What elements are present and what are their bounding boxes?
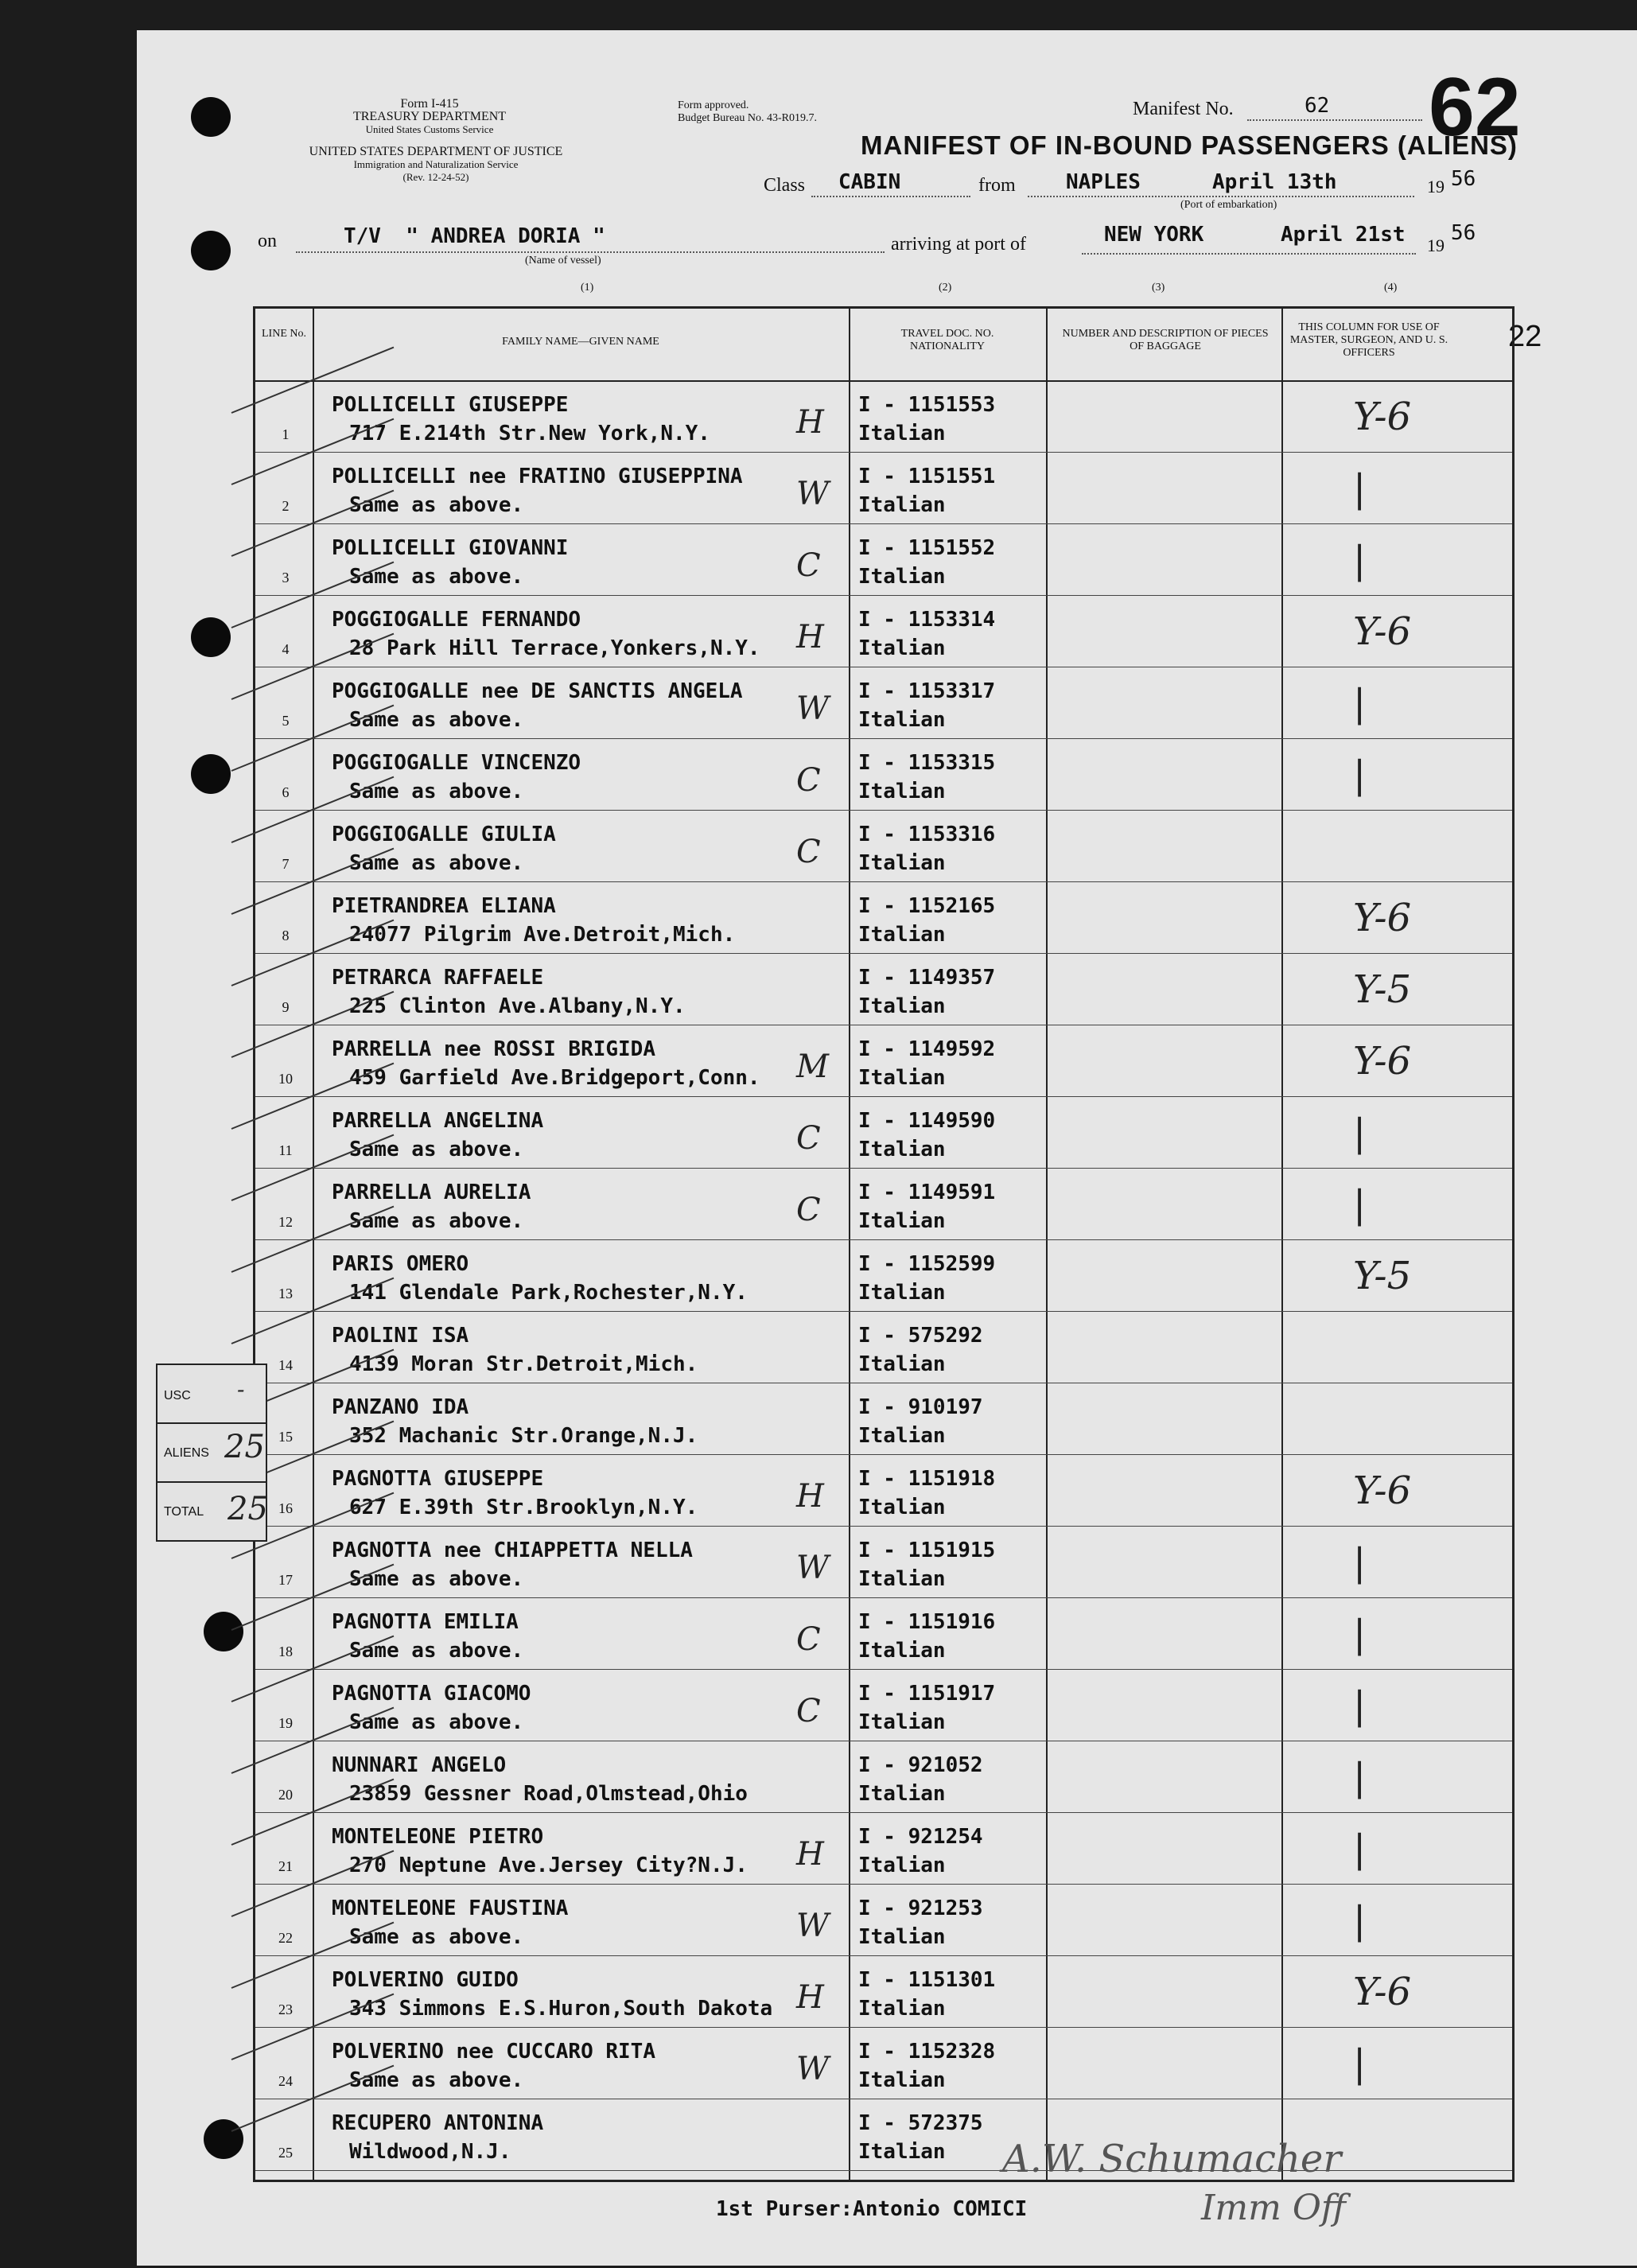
passenger-address: 270 Neptune Ave.Jersey City?N.J. bbox=[349, 1854, 748, 1877]
table-row bbox=[255, 452, 1512, 524]
line-number: 17 bbox=[278, 1572, 293, 1588]
table-row bbox=[255, 738, 1512, 811]
nationality: Italian bbox=[858, 565, 946, 589]
travel-doc-number: I - 1151918 bbox=[858, 1467, 996, 1491]
passenger-address: Same as above. bbox=[349, 1138, 524, 1161]
travel-doc-number: I - 921253 bbox=[858, 1896, 983, 1920]
passenger-address: 717 E.214th Str.New York,N.Y. bbox=[349, 422, 710, 445]
table-row bbox=[255, 595, 1512, 667]
passenger-name: PAGNOTTA GIACOMO bbox=[332, 1682, 531, 1706]
line-number: 11 bbox=[278, 1142, 293, 1158]
tally-aliens-label: ALIENS bbox=[164, 1446, 209, 1460]
table-row bbox=[255, 1955, 1512, 2028]
table-row bbox=[255, 1741, 1512, 1813]
officer-annotation: | bbox=[1353, 681, 1367, 726]
passenger-address: 459 Garfield Ave.Bridgeport,Conn. bbox=[349, 1066, 760, 1090]
ins-label: Immigration and Naturalization Service bbox=[353, 158, 519, 170]
manifest-label: Manifest No. bbox=[1133, 99, 1234, 119]
tally-total-label: TOTAL bbox=[164, 1505, 204, 1519]
passenger-address: 141 Glendale Park,Rochester,N.Y. bbox=[349, 1281, 748, 1305]
relation-mark: C bbox=[796, 1192, 821, 1228]
nationality: Italian bbox=[858, 2140, 946, 2164]
travel-doc-number: I - 572375 bbox=[858, 2111, 983, 2135]
col-number-4: (4) bbox=[1384, 282, 1398, 294]
table-row bbox=[255, 380, 1512, 453]
passenger-name: PAGNOTTA EMILIA bbox=[332, 1610, 519, 1634]
passenger-name: POLLICELLI nee FRATINO GIUSEPPINA bbox=[332, 465, 743, 488]
officer-annotation: Y-6 bbox=[1353, 1039, 1412, 1083]
nationality: Italian bbox=[858, 1209, 946, 1233]
relation-mark: W bbox=[796, 476, 830, 512]
table-row bbox=[255, 1096, 1512, 1169]
table-row bbox=[255, 1239, 1512, 1312]
relation-mark: W bbox=[796, 2051, 830, 2087]
passenger-name: PAGNOTTA nee CHIAPPETTA NELLA bbox=[332, 1539, 693, 1562]
relation-mark: W bbox=[796, 1908, 830, 1944]
nationality: Italian bbox=[858, 1496, 946, 1519]
line-number: 10 bbox=[278, 1071, 293, 1087]
travel-doc-number: I - 1151553 bbox=[858, 393, 996, 417]
passenger-name: MONTELEONE PIETRO bbox=[332, 1825, 544, 1849]
nationality: Italian bbox=[858, 1281, 946, 1305]
nationality: Italian bbox=[858, 1424, 946, 1448]
tally-usc-value: - bbox=[237, 1376, 245, 1402]
relation-mark: H bbox=[796, 1836, 824, 1873]
table-row bbox=[255, 1311, 1512, 1383]
nationality: Italian bbox=[858, 1782, 946, 1806]
year-suffix-2: 56 bbox=[1451, 221, 1476, 245]
nationality: Italian bbox=[858, 2068, 946, 2092]
officer-signature: A.W. Schumacher bbox=[1002, 2137, 1342, 2181]
binder-hole bbox=[191, 754, 231, 794]
revision: (Rev. 12-24-52) bbox=[402, 171, 469, 183]
passenger-name: POGGIOGALLE nee DE SANCTIS ANGELA bbox=[332, 679, 743, 703]
officer-annotation: | bbox=[1353, 1111, 1367, 1155]
relation-mark: C bbox=[796, 547, 821, 584]
line-number: 15 bbox=[278, 1429, 293, 1445]
nationality: Italian bbox=[858, 780, 946, 803]
passenger-name: PIETRANDREA ELIANA bbox=[332, 894, 556, 918]
relation-mark: M bbox=[796, 1048, 829, 1085]
side-number: 22 bbox=[1508, 320, 1542, 353]
officer-annotation: Y-6 bbox=[1353, 1469, 1412, 1513]
travel-doc-number: I - 1149357 bbox=[858, 966, 996, 990]
travel-doc-number: I - 1149592 bbox=[858, 1037, 996, 1061]
treasury-dept: TREASURY DEPARTMENT bbox=[352, 110, 507, 123]
passenger-name: POLVERINO GUIDO bbox=[332, 1968, 519, 1992]
arrival-date: April 21st bbox=[1281, 223, 1406, 247]
officer-annotation: | bbox=[1353, 1182, 1367, 1227]
table-row bbox=[255, 1597, 1512, 1670]
on-label: on bbox=[258, 231, 277, 251]
travel-doc-number: I - 1153315 bbox=[858, 751, 996, 775]
vessel-name: T/V " ANDREA DORIA " bbox=[344, 224, 605, 248]
travel-doc-number: I - 575292 bbox=[858, 1324, 983, 1348]
passenger-address: 343 Simmons E.S.Huron,South Dakota bbox=[349, 1997, 773, 2021]
year-suffix: 56 bbox=[1451, 167, 1476, 191]
passenger-address: 225 Clinton Ave.Albany,N.Y. bbox=[349, 994, 686, 1018]
travel-doc-number: I - 921052 bbox=[858, 1753, 983, 1777]
tally-box bbox=[156, 1364, 267, 1542]
nationality: Italian bbox=[858, 1710, 946, 1734]
line-number: 6 bbox=[282, 784, 290, 800]
nationality: Italian bbox=[858, 1639, 946, 1663]
travel-doc-number: I - 1149590 bbox=[858, 1109, 996, 1133]
nationality: Italian bbox=[858, 708, 946, 732]
binder-hole bbox=[191, 97, 231, 137]
nationality: Italian bbox=[858, 1352, 946, 1376]
nationality: Italian bbox=[858, 636, 946, 660]
passenger-address: Same as above. bbox=[349, 1567, 524, 1591]
travel-doc-number: I - 921254 bbox=[858, 1825, 983, 1849]
officer-annotation: | bbox=[1353, 1898, 1367, 1943]
nationality: Italian bbox=[858, 422, 946, 445]
relation-mark: C bbox=[796, 834, 821, 870]
nationality: Italian bbox=[858, 1854, 946, 1877]
tally-total-value: 25 bbox=[227, 1491, 268, 1527]
passenger-name: POGGIOGALLE FERNANDO bbox=[332, 608, 581, 632]
manifest-title: MANIFEST OF IN-BOUND PASSENGERS (ALIENS) bbox=[861, 130, 1518, 160]
line-number: 5 bbox=[282, 713, 290, 729]
arrival-port: NEW YORK bbox=[1104, 223, 1204, 247]
relation-mark: C bbox=[796, 1120, 821, 1157]
nationality: Italian bbox=[858, 1997, 946, 2021]
officer-annotation: Y-6 bbox=[1353, 609, 1412, 654]
budget-bureau: Budget Bureau No. 43-R019.7. bbox=[678, 112, 817, 124]
passenger-address: Same as above. bbox=[349, 1925, 524, 1949]
passenger-address: Same as above. bbox=[349, 493, 524, 517]
passenger-name: NUNNARI ANGELO bbox=[332, 1753, 507, 1777]
port-embarkation-caption: (Port of embarkation) bbox=[1180, 199, 1277, 211]
passenger-table bbox=[253, 306, 1515, 2182]
header-officers: THIS COLUMN FOR USE OF MASTER, SURGEON, AND U. S. OFFICERS bbox=[1289, 321, 1448, 359]
officer-annotation: | bbox=[1353, 1755, 1367, 1799]
passenger-address: Same as above. bbox=[349, 1639, 524, 1663]
nationality: Italian bbox=[858, 1925, 946, 1949]
header-baggage: NUMBER AND DESCRIPTION OF PIECES OF BAGGAGE bbox=[1062, 328, 1269, 352]
passenger-name: RECUPERO ANTONINA bbox=[332, 2111, 544, 2135]
passenger-address: 23859 Gessner Road,Olmstead,Ohio bbox=[349, 1782, 748, 1806]
nationality: Italian bbox=[858, 493, 946, 517]
table-row bbox=[255, 1025, 1512, 1097]
officer-annotation: Y-6 bbox=[1353, 395, 1412, 439]
line-number: 20 bbox=[278, 1787, 293, 1803]
table-row bbox=[255, 1383, 1512, 1455]
travel-doc-number: I - 910197 bbox=[858, 1395, 983, 1419]
travel-doc-number: I - 1151917 bbox=[858, 1682, 996, 1706]
customs-service: United States Customs Service bbox=[365, 123, 494, 135]
passenger-name: PARRELLA AURELIA bbox=[332, 1181, 531, 1204]
officer-annotation: | bbox=[1353, 1683, 1367, 1728]
nationality: Italian bbox=[858, 851, 946, 875]
nationality: Italian bbox=[858, 1567, 946, 1591]
header-name: FAMILY NAME—GIVEN NAME bbox=[502, 336, 659, 348]
line-number: 23 bbox=[278, 2002, 293, 2017]
purser-line: 1st Purser:Antonio COMICI bbox=[716, 2197, 1028, 2221]
travel-doc-number: I - 1151915 bbox=[858, 1539, 996, 1562]
line-number: 4 bbox=[282, 641, 290, 657]
line-number: 16 bbox=[278, 1500, 293, 1516]
relation-mark: W bbox=[796, 1550, 830, 1586]
passenger-address: Same as above. bbox=[349, 1710, 524, 1734]
line-number: 13 bbox=[278, 1286, 293, 1301]
line-number: 19 bbox=[278, 1715, 293, 1731]
officer-annotation: | bbox=[1353, 1826, 1367, 1871]
binder-hole bbox=[204, 2119, 243, 2159]
passenger-name: POLVERINO nee CUCCARO RITA bbox=[332, 2040, 655, 2064]
embarkation-port: NAPLES bbox=[1066, 170, 1141, 194]
form-number: Form I-415 bbox=[400, 97, 459, 111]
year-prefix-2: 19 bbox=[1427, 235, 1445, 255]
line-number: 18 bbox=[278, 1644, 293, 1659]
relation-mark: C bbox=[796, 762, 821, 799]
table-row bbox=[255, 810, 1512, 882]
table-row bbox=[255, 1526, 1512, 1598]
line-number: 22 bbox=[278, 1930, 293, 1946]
passenger-name: PANZANO IDA bbox=[332, 1395, 469, 1419]
table-row bbox=[255, 1884, 1512, 1956]
passenger-name: PETRARCA RAFFAELE bbox=[332, 966, 544, 990]
passenger-name: POLLICELLI GIUSEPPE bbox=[332, 393, 569, 417]
binder-hole bbox=[191, 617, 231, 657]
embarkation-date: April 13th bbox=[1212, 170, 1337, 194]
officer-annotation: | bbox=[1353, 1540, 1367, 1585]
passenger-address: 28 Park Hill Terrace,Yonkers,N.Y. bbox=[349, 636, 760, 660]
passenger-address: Same as above. bbox=[349, 2068, 524, 2092]
officer-annotation: | bbox=[1353, 466, 1367, 511]
passenger-name: PAGNOTTA GIUSEPPE bbox=[332, 1467, 544, 1491]
form-approved: Form approved. bbox=[678, 99, 749, 111]
travel-doc-number: I - 1152328 bbox=[858, 2040, 996, 2064]
officer-annotation: Y-5 bbox=[1353, 967, 1412, 1012]
passenger-address: 627 E.39th Str.Brooklyn,N.Y. bbox=[349, 1496, 698, 1519]
travel-doc-number: I - 1153316 bbox=[858, 823, 996, 846]
col-number-1: (1) bbox=[581, 282, 594, 294]
travel-doc-number: I - 1152599 bbox=[858, 1252, 996, 1276]
line-number: 7 bbox=[282, 856, 290, 872]
relation-mark: W bbox=[796, 691, 830, 727]
line-number: 25 bbox=[278, 2145, 293, 2161]
officer-annotation: Y-6 bbox=[1353, 896, 1412, 940]
table-row bbox=[255, 1812, 1512, 1885]
passenger-address: 352 Machanic Str.Orange,N.J. bbox=[349, 1424, 698, 1448]
vessel-caption: (Name of vessel) bbox=[525, 255, 601, 266]
table-row bbox=[255, 1454, 1512, 1527]
justice-dept: UNITED STATES DEPARTMENT OF JUSTICE bbox=[309, 145, 563, 158]
class-value: CABIN bbox=[838, 170, 901, 194]
passenger-name: PARIS OMERO bbox=[332, 1252, 469, 1276]
tally-aliens-value: 25 bbox=[224, 1429, 265, 1465]
table-row bbox=[255, 881, 1512, 954]
passenger-name: POGGIOGALLE GIULIA bbox=[332, 823, 556, 846]
travel-doc-number: I - 1151551 bbox=[858, 465, 996, 488]
relation-mark: H bbox=[796, 1979, 824, 2016]
header-travel-doc: TRAVEL DOC. NO. NATIONALITY bbox=[900, 328, 994, 352]
line-number: 9 bbox=[282, 999, 290, 1015]
binder-hole bbox=[191, 231, 231, 270]
relation-mark: H bbox=[796, 404, 824, 441]
passenger-name: POGGIOGALLE VINCENZO bbox=[332, 751, 581, 775]
table-row bbox=[255, 523, 1512, 596]
passenger-name: MONTELEONE FAUSTINA bbox=[332, 1896, 569, 1920]
passenger-name: PARRELLA nee ROSSI BRIGIDA bbox=[332, 1037, 655, 1061]
relation-mark: C bbox=[796, 1693, 821, 1729]
line-number: 2 bbox=[282, 498, 290, 514]
table-row bbox=[255, 1669, 1512, 1741]
from-label: from bbox=[978, 175, 1016, 196]
officer-annotation: | bbox=[1353, 1612, 1367, 1656]
nationality: Italian bbox=[858, 994, 946, 1018]
passenger-address: 4139 Moran Str.Detroit,Mich. bbox=[349, 1352, 698, 1376]
nationality: Italian bbox=[858, 1066, 946, 1090]
officer-annotation: | bbox=[1353, 2041, 1367, 2086]
travel-doc-number: I - 1151916 bbox=[858, 1610, 996, 1634]
travel-doc-number: I - 1149591 bbox=[858, 1181, 996, 1204]
line-number: 3 bbox=[282, 570, 290, 585]
tally-usc-label: USC bbox=[164, 1389, 191, 1402]
relation-mark: H bbox=[796, 619, 824, 656]
table-row bbox=[255, 953, 1512, 1025]
officer-annotation: Y-5 bbox=[1353, 1254, 1412, 1298]
table-row bbox=[255, 2027, 1512, 2099]
passenger-address: Same as above. bbox=[349, 1209, 524, 1233]
officer-annotation: Y-6 bbox=[1353, 1970, 1412, 2014]
travel-doc-number: I - 1151301 bbox=[858, 1968, 996, 1992]
table-row bbox=[255, 1168, 1512, 1240]
passenger-address: Same as above. bbox=[349, 851, 524, 875]
passenger-address: Same as above. bbox=[349, 708, 524, 732]
passenger-address: 24077 Pilgrim Ave.Detroit,Mich. bbox=[349, 923, 736, 947]
signature-title: Imm Off bbox=[1201, 2188, 1347, 2228]
passenger-address: Same as above. bbox=[349, 780, 524, 803]
officer-annotation: | bbox=[1353, 753, 1367, 797]
passenger-address: Wildwood,N.J. bbox=[349, 2140, 511, 2164]
passenger-address: Same as above. bbox=[349, 565, 524, 589]
line-number: 14 bbox=[278, 1357, 293, 1373]
col-number-2: (2) bbox=[939, 282, 952, 294]
travel-doc-number: I - 1151552 bbox=[858, 536, 996, 560]
line-number: 21 bbox=[278, 1858, 293, 1874]
line-number: 1 bbox=[282, 426, 290, 442]
year-prefix: 19 bbox=[1427, 177, 1445, 196]
relation-mark: C bbox=[796, 1621, 821, 1658]
travel-doc-number: I - 1152165 bbox=[858, 894, 996, 918]
binder-hole bbox=[204, 1612, 243, 1651]
officer-annotation: | bbox=[1353, 538, 1367, 582]
header-line-no: LINE No. bbox=[262, 328, 306, 340]
table-row bbox=[255, 667, 1512, 739]
nationality: Italian bbox=[858, 923, 946, 947]
line-number: 12 bbox=[278, 1214, 293, 1230]
page-number: 62 bbox=[1429, 61, 1521, 154]
line-number: 8 bbox=[282, 928, 290, 943]
nationality: Italian bbox=[858, 1138, 946, 1161]
arriving-label: arriving at port of bbox=[891, 234, 1026, 255]
line-number: 24 bbox=[278, 2073, 293, 2089]
relation-mark: H bbox=[796, 1478, 824, 1515]
class-label: Class bbox=[764, 175, 806, 196]
travel-doc-number: I - 1153317 bbox=[858, 679, 996, 703]
manifest-number: 62 bbox=[1305, 94, 1330, 118]
passenger-name: PARRELLA ANGELINA bbox=[332, 1109, 544, 1133]
passenger-name: POLLICELLI GIOVANNI bbox=[332, 536, 569, 560]
passenger-name: PAOLINI ISA bbox=[332, 1324, 469, 1348]
travel-doc-number: I - 1153314 bbox=[858, 608, 996, 632]
col-number-3: (3) bbox=[1152, 282, 1165, 294]
